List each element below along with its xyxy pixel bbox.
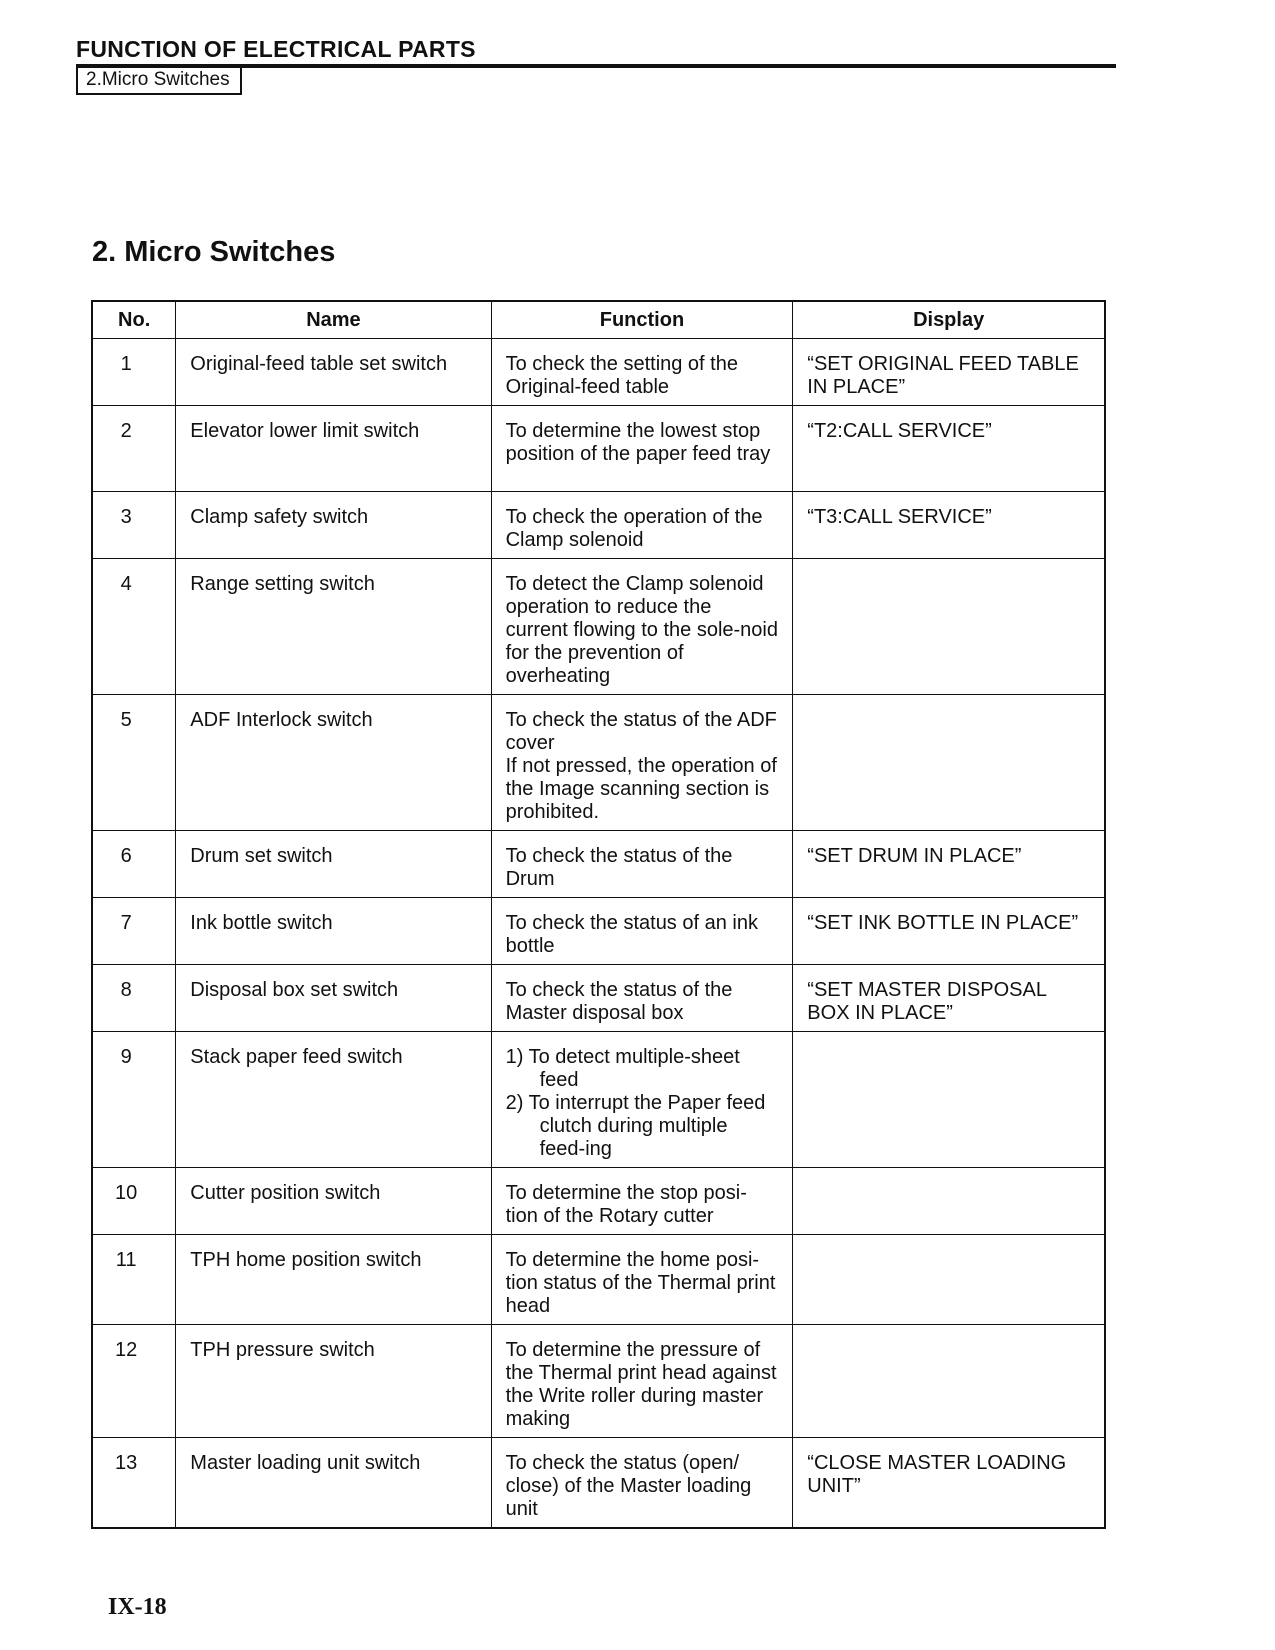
cell-no: 11	[92, 1235, 176, 1325]
cell-name: Range setting switch	[176, 559, 491, 695]
section-heading: 2. Micro Switches	[92, 236, 336, 268]
function-line: To check the status of the Drum	[505, 845, 733, 890]
table-row	[92, 831, 1105, 898]
table-row	[92, 695, 1105, 831]
table-row	[92, 492, 1105, 559]
cell-function	[491, 1325, 793, 1438]
function-line: To determine the stop posi-tion of the Rotary cutter	[505, 1182, 747, 1227]
cell-name: Cutter position switch	[176, 1168, 491, 1235]
cell-name: Elevator lower limit switch	[176, 406, 491, 492]
cell-no: 4	[92, 559, 176, 695]
cell-function	[491, 339, 793, 406]
cell-display	[793, 1168, 1105, 1235]
cell-function	[491, 492, 793, 559]
column-header-display: Display	[793, 301, 1105, 339]
function-line: If not pressed, the operation of the Image scanning section is prohibited.	[505, 755, 777, 823]
cell-display: “CLOSE MASTER LOADING UNIT”	[793, 1438, 1105, 1529]
column-header-no: No.	[92, 301, 176, 339]
table-row	[92, 339, 1105, 406]
breadcrumb: 2.Micro Switches	[76, 66, 242, 95]
cell-name: TPH home position switch	[176, 1235, 491, 1325]
cell-display	[793, 695, 1105, 831]
table-row	[92, 559, 1105, 695]
cell-name: Disposal box set switch	[176, 965, 491, 1032]
cell-function	[491, 695, 793, 831]
cell-display: “SET MASTER DISPOSAL BOX IN PLACE”	[793, 965, 1105, 1032]
table-row	[92, 1168, 1105, 1235]
cell-no: 13	[92, 1438, 176, 1529]
cell-no: 12	[92, 1325, 176, 1438]
cell-no: 1	[92, 339, 176, 406]
cell-function	[491, 1168, 793, 1235]
cell-display	[793, 1235, 1105, 1325]
cell-name: Ink bottle switch	[176, 898, 491, 965]
cell-no: 2	[92, 406, 176, 492]
cell-display	[793, 1032, 1105, 1168]
column-header-name: Name	[176, 301, 491, 339]
function-line: To detect the Clamp solenoid operation to reduce the current flowing to the sole-noid for the prevention of overheating	[505, 573, 778, 687]
table-row	[92, 965, 1105, 1032]
cell-name: Clamp safety switch	[176, 492, 491, 559]
cell-function	[491, 406, 793, 492]
cell-name: Stack paper feed switch	[176, 1032, 491, 1168]
cell-no: 6	[92, 831, 176, 898]
function-line: To determine the home posi-tion status of the Thermal print head	[505, 1249, 776, 1317]
table-body	[92, 339, 1105, 1529]
function-line: To check the operation of the Clamp solenoid	[505, 506, 763, 551]
cell-no: 3	[92, 492, 176, 559]
page-number: IX-18	[108, 1594, 167, 1620]
table-row	[92, 1235, 1105, 1325]
function-line: To check the status of the ADF cover	[505, 709, 777, 754]
function-line: To check the status of the Master disposal box	[505, 979, 733, 1024]
cell-display: “T2:CALL SERVICE”	[793, 406, 1105, 492]
cell-display: “SET DRUM IN PLACE”	[793, 831, 1105, 898]
cell-function	[491, 1032, 793, 1168]
cell-function	[491, 1438, 793, 1529]
micro-switch-table	[91, 300, 1106, 1529]
cell-no: 5	[92, 695, 176, 831]
cell-function	[491, 1235, 793, 1325]
cell-display: “SET INK BOTTLE IN PLACE”	[793, 898, 1105, 965]
cell-function	[491, 965, 793, 1032]
cell-name: Master loading unit switch	[176, 1438, 491, 1529]
cell-no: 7	[92, 898, 176, 965]
cell-display	[793, 1325, 1105, 1438]
function-line: To check the status (open/ close) of the Master loading unit	[505, 1452, 752, 1520]
table-header-row	[92, 301, 1105, 339]
table-row	[92, 1325, 1105, 1438]
cell-name: Drum set switch	[176, 831, 491, 898]
cell-name: Original-feed table set switch	[176, 339, 491, 406]
cell-no: 9	[92, 1032, 176, 1168]
function-line: To determine the lowest stop position of the paper feed tray	[505, 420, 771, 465]
table-row	[92, 1032, 1105, 1168]
function-line: 2) To interrupt the Paper feed clutch during multiple feed-ing	[505, 1092, 766, 1160]
table-row	[92, 406, 1105, 492]
cell-no: 8	[92, 965, 176, 1032]
cell-name: TPH pressure switch	[176, 1325, 491, 1438]
cell-no: 10	[92, 1168, 176, 1235]
table-row	[92, 898, 1105, 965]
page-header-title: FUNCTION OF ELECTRICAL PARTS	[76, 36, 476, 62]
cell-display	[793, 559, 1105, 695]
function-line: To check the setting of the Original-feed table	[505, 353, 738, 398]
column-header-function: Function	[491, 301, 793, 339]
cell-name: ADF Interlock switch	[176, 695, 491, 831]
cell-display: “SET ORIGINAL FEED TABLE IN PLACE”	[793, 339, 1105, 406]
function-line: To check the status of an ink bottle	[505, 912, 758, 957]
function-line: 1) To detect multiple-sheet feed	[505, 1046, 740, 1091]
cell-display: “T3:CALL SERVICE”	[793, 492, 1105, 559]
table-row	[92, 1438, 1105, 1529]
function-line: To determine the pressure of the Thermal print head against the Write roller during master making	[505, 1339, 777, 1430]
cell-function	[491, 898, 793, 965]
cell-function	[491, 831, 793, 898]
cell-function	[491, 559, 793, 695]
